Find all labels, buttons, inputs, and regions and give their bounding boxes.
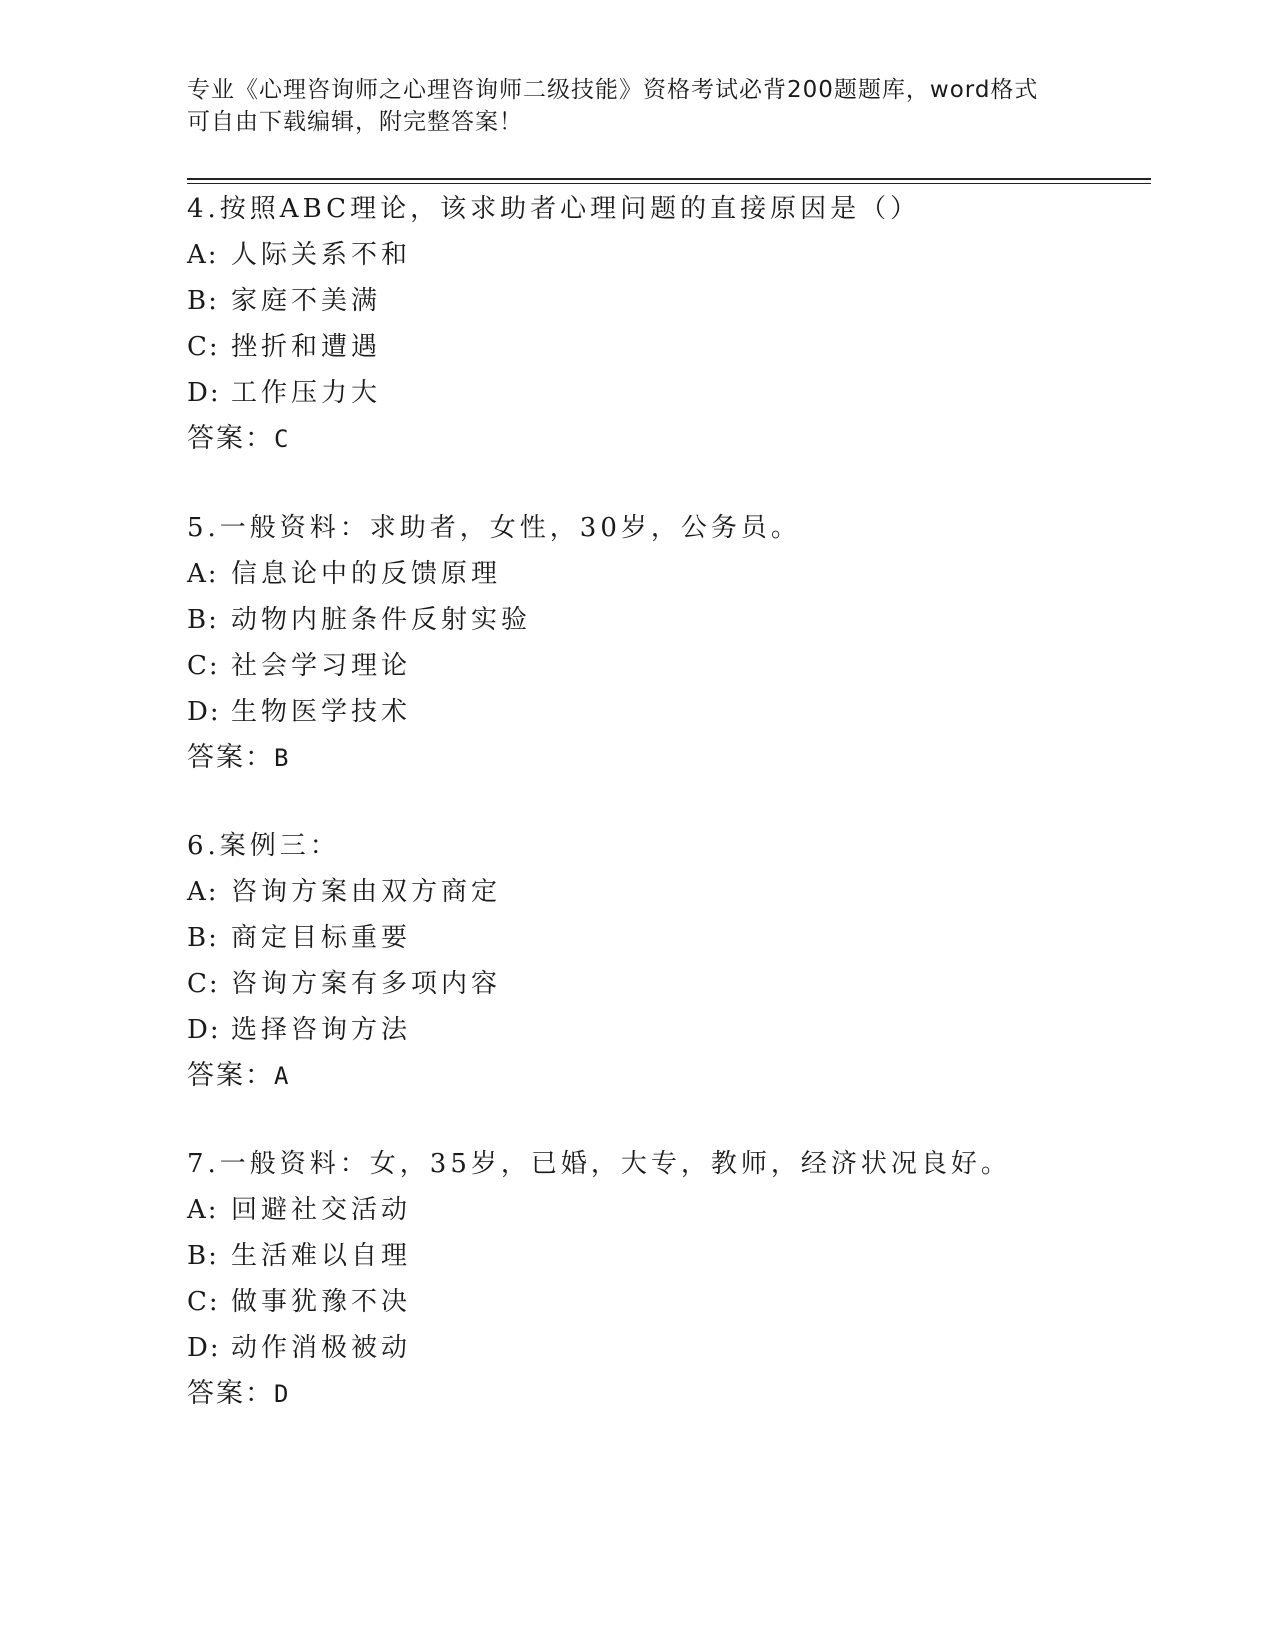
- header-line-2: 可自由下载编辑，附完整答案！: [187, 109, 523, 135]
- answer-value: D: [274, 1380, 289, 1408]
- option-key: D:: [187, 1015, 221, 1045]
- option-a: [187, 232, 1167, 278]
- option-text: 做事犹豫不决: [231, 1287, 412, 1317]
- option-key: A:: [187, 559, 219, 589]
- option-text: 家庭不美满: [231, 286, 382, 316]
- answer-value: C: [274, 425, 289, 453]
- option-key: D:: [187, 378, 221, 408]
- question-stem: 4.按照ABC理论，该求助者心理问题的直接原因是（）: [187, 194, 921, 224]
- answer-label: 答案：: [187, 423, 274, 454]
- document-header: [187, 74, 1087, 138]
- option-key: B:: [187, 605, 219, 635]
- option-b: [187, 278, 1167, 324]
- option-text: 动作消极被动: [231, 1333, 412, 1363]
- option-text: 工作压力大: [231, 378, 382, 408]
- question-stem: 5.一般资料：求助者，女性，30岁，公务员。: [187, 513, 801, 543]
- option-c: [187, 1279, 1167, 1325]
- answer-value: A: [274, 1062, 289, 1090]
- option-c: [187, 643, 1167, 689]
- answer-label: 答案：: [187, 742, 274, 773]
- question-block: [187, 1141, 1167, 1417]
- option-key: C:: [187, 651, 220, 681]
- option-d: [187, 1325, 1167, 1371]
- option-key: A:: [187, 877, 219, 907]
- option-key: A:: [187, 240, 219, 270]
- question-block: [187, 505, 1167, 781]
- option-key: C:: [187, 332, 220, 362]
- question-stem: 7.一般资料：女，35岁，已婚，大专，教师，经济状况良好。: [187, 1149, 1011, 1179]
- option-text: 人际关系不和: [231, 240, 412, 270]
- answer-line: [187, 1053, 1167, 1099]
- option-text: 选择咨询方法: [231, 1015, 412, 1045]
- option-d: [187, 1007, 1167, 1053]
- option-key: A:: [187, 1195, 219, 1225]
- question-block: [187, 823, 1167, 1099]
- option-text: 信息论中的反馈原理: [231, 559, 502, 589]
- option-key: C:: [187, 969, 220, 999]
- answer-line: [187, 416, 1167, 462]
- header-line-1: 专业《心理咨询师之心理咨询师二级技能》资格考试必背200题题库，word格式: [187, 77, 1039, 103]
- option-key: D:: [187, 1333, 221, 1363]
- answer-line: [187, 1371, 1167, 1417]
- header-divider-top: [187, 178, 1151, 180]
- option-a: [187, 1187, 1167, 1233]
- option-c: [187, 324, 1167, 370]
- option-text: 咨询方案由双方商定: [231, 877, 502, 907]
- option-text: 生物医学技术: [231, 697, 412, 727]
- option-a: [187, 869, 1167, 915]
- option-text: 挫折和遭遇: [231, 332, 382, 362]
- answer-value: B: [274, 744, 289, 772]
- question-stem: 6.案例三：: [187, 831, 340, 861]
- option-key: D:: [187, 697, 221, 727]
- option-text: 回避社交活动: [231, 1195, 412, 1225]
- option-key: B:: [187, 286, 219, 316]
- option-a: [187, 551, 1167, 597]
- option-key: C:: [187, 1287, 220, 1317]
- option-text: 动物内脏条件反射实验: [231, 605, 532, 635]
- option-key: B:: [187, 923, 219, 953]
- question-block: [187, 186, 1167, 462]
- option-key: B:: [187, 1241, 219, 1271]
- option-d: [187, 689, 1167, 735]
- answer-label: 答案：: [187, 1378, 274, 1409]
- option-text: 商定目标重要: [231, 923, 412, 953]
- option-d: [187, 370, 1167, 416]
- option-text: 社会学习理论: [231, 651, 412, 681]
- option-text: 生活难以自理: [231, 1241, 412, 1271]
- header-divider-bottom: [187, 183, 1151, 184]
- option-b: [187, 597, 1167, 643]
- option-c: [187, 961, 1167, 1007]
- answer-label: 答案：: [187, 1060, 274, 1091]
- answer-line: [187, 735, 1167, 781]
- option-b: [187, 915, 1167, 961]
- option-b: [187, 1233, 1167, 1279]
- option-text: 咨询方案有多项内容: [231, 969, 502, 999]
